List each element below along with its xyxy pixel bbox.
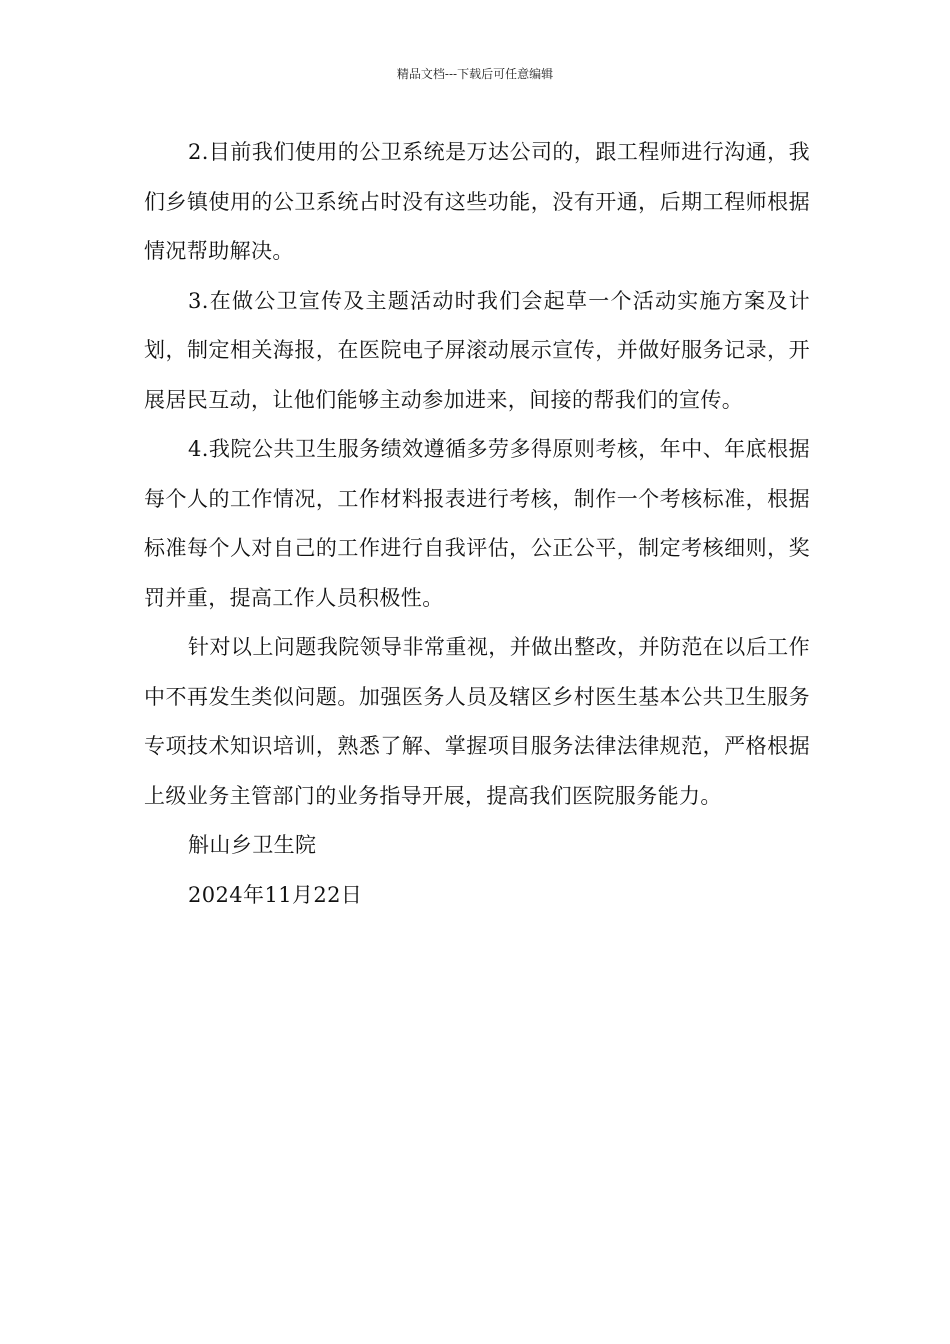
- page-header: 精品文档---下载后可任意编辑: [396, 67, 554, 81]
- paragraph-conclusion: 针对以上问题我院领导非常重视，并做出整改，并防范在以后工作中不再发生类似问题。加强医务人员及辖区乡村医生基本公共卫生服务专项技术知识培训，熟悉了解、掌握项目服务法律法律规范，严格根据上级业务主管部门的业务指导开展，提高我们医院服务能力。: [144, 635, 810, 808]
- paragraph-item-4: 4.我院公共卫生服务绩效遵循多劳多得原则考核，年中、年底根据每个人的工作情况，工作材料报表进行考核，制作一个考核标准，根据标准每个人对自己的工作进行自我评估，公正公平，制定考核细则，奖罚并重，提高工作人员积极性。: [144, 437, 810, 610]
- paragraph-item-2: 2.目前我们使用的公卫系统是万达公司的，跟工程师进行沟通，我们乡镇使用的公卫系统占时没有这些功能，没有开通，后期工程师根据情况帮助解决。: [144, 140, 810, 263]
- document-body: [144, 128, 810, 920]
- paragraph-item-3: 3.在做公卫宣传及主题活动时我们会起草一个活动实施方案及计划，制定相关海报，在医院电子屏滚动展示宣传，并做好服务记录，开展居民互动，让他们能够主动参加进来，间接的帮我们的宣传。: [144, 288, 810, 412]
- signature-date: 2024年11月22日: [188, 882, 363, 907]
- signature-organization: 斛山乡卫生院: [188, 833, 317, 857]
